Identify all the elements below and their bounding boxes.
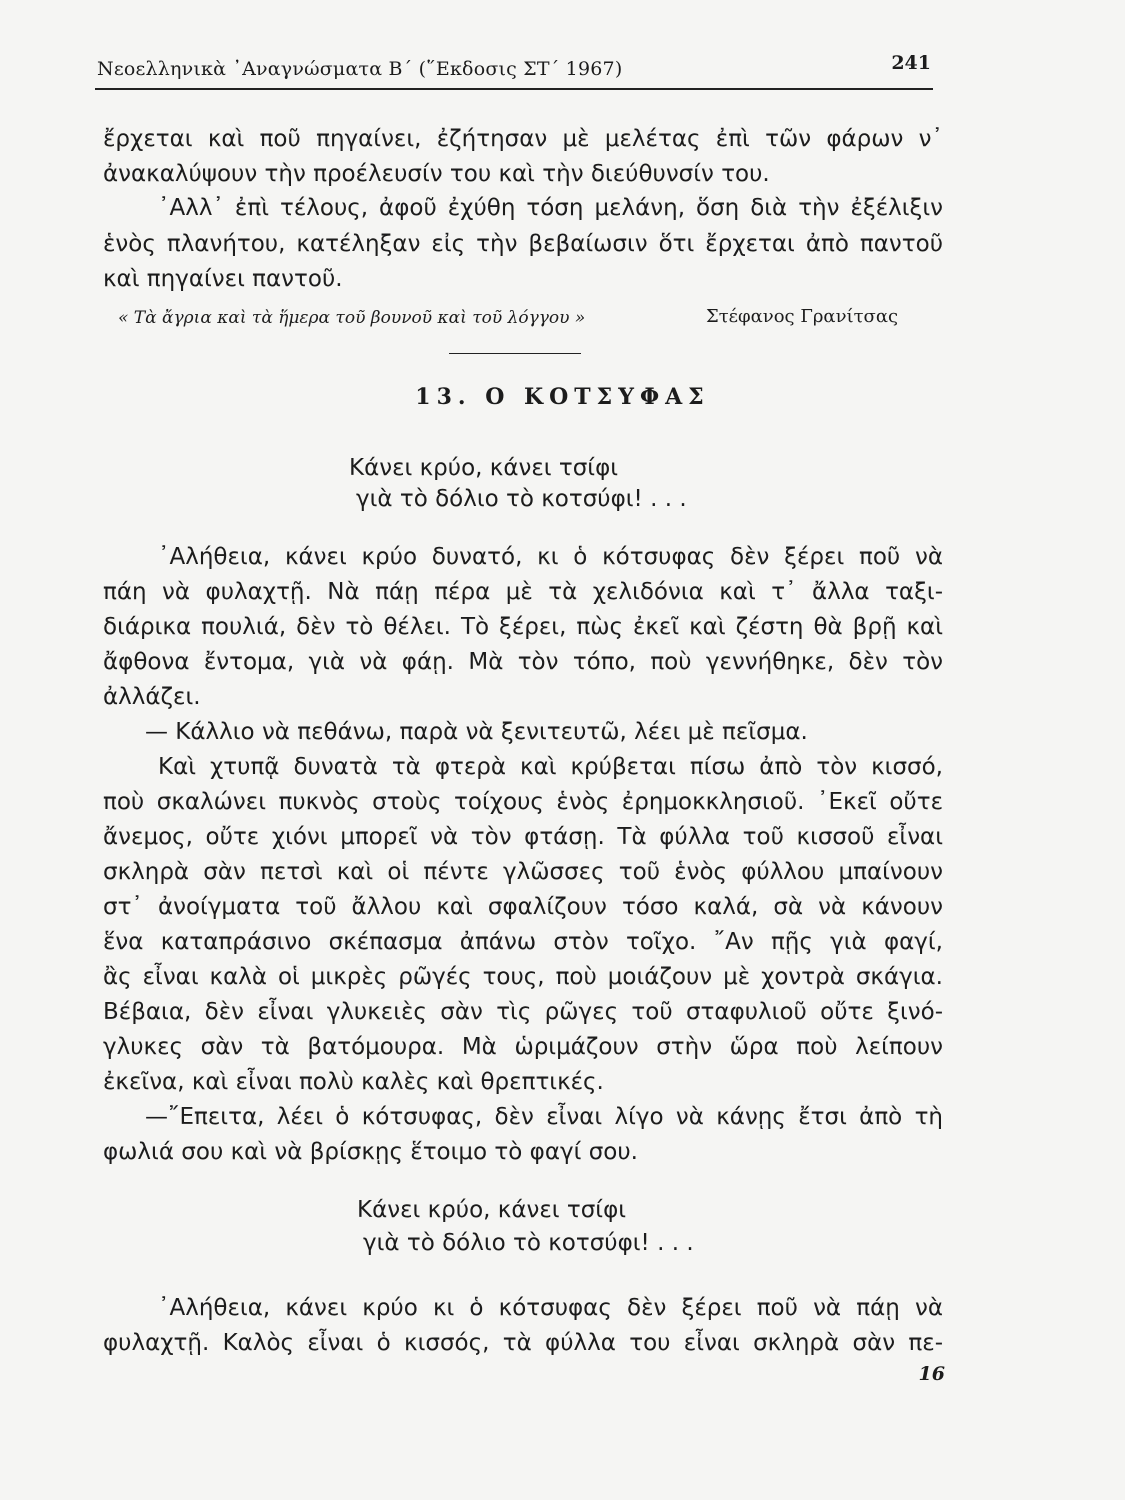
body-line: ἄφθονα ἔντομα, γιὰ νὰ φάῃ. Μὰ τὸν τόπο, ποὺ γεννήθηκε, δὲν τὸν (103, 649, 943, 675)
intro-line: ἀνακαλύψουν τὴν προέλευσίν του καὶ τὴν διεύθυνσίν του. (103, 161, 770, 187)
intro-line: ᾿Αλλ᾿ ἐπὶ τέλους, ἀφοῦ ἐχύθη τόση μελάνη, ὅση διὰ τὴν ἐξέλιξιν (158, 195, 943, 221)
signature-folio: 16 (918, 1363, 945, 1385)
chapter-heading: 13. Ο ΚΟΤΣΥΦΑΣ (415, 384, 710, 410)
refrain-line: γιὰ τὸ δόλιο τὸ κοτσύφι! . . . (356, 486, 687, 512)
body-line: πάη νὰ φυλαχτῇ. Νὰ πάῃ πέρα μὲ τὰ χελιδόνια καὶ τ᾿ ἄλλα ταξι- (103, 579, 943, 605)
body-line: ἐκεῖνα, καὶ εἶναι πολὺ καλὲς καὶ θρεπτικές. (103, 1069, 604, 1095)
refrain-line: Κάνει κρύο, κάνει τσίφι (357, 1197, 627, 1223)
body-line: ἕνα καταπράσινο σκέπασμα ἀπάνω στὸν τοῖχο. ῎Αν πῇς γιὰ φαγί, (103, 929, 943, 955)
body-line: Καὶ χτυπᾷ δυνατὰ τὰ φτερὰ καὶ κρύβεται πίσω ἀπὸ τὸν κισσό, (158, 754, 943, 780)
intro-line: καὶ πηγαίνει παντοῦ. (103, 266, 343, 292)
body-line: Βέβαια, δὲν εἶναι γλυκειὲς σὰν τὶς ρῶγες τοῦ σταφυλιοῦ οὔτε ξινό- (103, 999, 943, 1025)
body-line: —῎Επειτα, λέει ὁ κότσυφας, δὲν εἶναι λίγο νὰ κάνῃς ἔτσι ἀπὸ τὴ (145, 1104, 943, 1130)
body-line: ἀλλάζει. (103, 684, 201, 710)
refrain-line: Κάνει κρύο, κάνει τσίφι (349, 455, 619, 481)
page-number: 241 (891, 52, 931, 74)
body-line: γλυκες σὰν τὰ βατόμουρα. Μὰ ὡριμάζουν στὴν ὥρα ποὺ λείπουν (103, 1034, 943, 1060)
closing-line: φυλαχτῇ. Καλὸς εἶναι ὁ κισσός, τὰ φύλλα του εἶναι σκληρὰ σὰν πε- (103, 1330, 943, 1356)
body-line: ᾿Αλήθεια, κάνει κρύο δυνατό, κι ὁ κότσυφας δὲν ξέρει ποῦ νὰ (158, 544, 943, 570)
refrain-line: γιὰ τὸ δόλιο τὸ κοτσύφι! . . . (363, 1230, 694, 1256)
body-line: διάρικα πουλιά, δὲν τὸ θέλει. Τὸ ξέρει, πὼς ἐκεῖ καὶ ζέστη θὰ βρῇ καὶ (103, 614, 943, 640)
body-line: στ᾿ ἀνοίγματα τοῦ ἄλλου καὶ σφαλίζουν τόσο καλά, σὰ νὰ κάνουν (103, 894, 943, 920)
intro-line: ἑνὸς πλανήτου, κατέληξαν εἰς τὴν βεβαίωσιν ὅτι ἔρχεται ἀπὸ παντοῦ (103, 231, 943, 257)
body-line: ἂς εἶναι καλὰ οἱ μικρὲς ρῶγές τους, ποὺ μοιάζουν μὲ χοντρὰ σκάγια. (103, 964, 943, 990)
body-line: ποὺ σκαλώνει πυκνὸς στοὺς τοίχους ἑνὸς ἐρημοκκλησιοῦ. ᾿Εκεῖ οὔτε (103, 789, 943, 815)
body-line: — Κάλλιο νὰ πεθάνω, παρὰ νὰ ξενιτευτῶ, λέει μὲ πεῖσμα. (145, 719, 808, 745)
running-header (95, 48, 933, 90)
closing-line: ᾿Αλήθεια, κάνει κρύο κι ὁ κότσυφας δὲν ξέρει ποῦ νὰ πάῃ νὰ (158, 1295, 943, 1321)
quote-source: « Τὰ ἄγρια καὶ τὰ ἥμερα τοῦ βουνοῦ καὶ τοῦ λόγγου » (118, 308, 586, 328)
body-line: φωλιά σου καὶ νὰ βρίσκῃς ἕτοιμο τὸ φαγί σου. (103, 1139, 638, 1165)
running-header-title: Νεοελληνικὰ ᾿Αναγνώσματα Β΄ (῞Εκδοσις ΣΤ΄ 1967) (97, 58, 623, 80)
intro-line: ἔρχεται καὶ ποῦ πηγαίνει, ἐζήτησαν μὲ μελέτας ἐπὶ τῶν φάρων ν᾿ (103, 126, 943, 152)
quote-author: Στέφανος Γρανίτσας (706, 306, 899, 327)
section-divider (449, 353, 581, 354)
body-line: σκληρὰ σὰν πετσὶ καὶ οἱ πέντε γλῶσσες τοῦ ἑνὸς φύλλου μπαίνουν (103, 859, 943, 885)
body-line: ἄνεμος, οὔτε χιόνι μπορεῖ νὰ τὸν φτάσῃ. Τὰ φύλλα τοῦ κισσοῦ εἶναι (103, 824, 943, 850)
